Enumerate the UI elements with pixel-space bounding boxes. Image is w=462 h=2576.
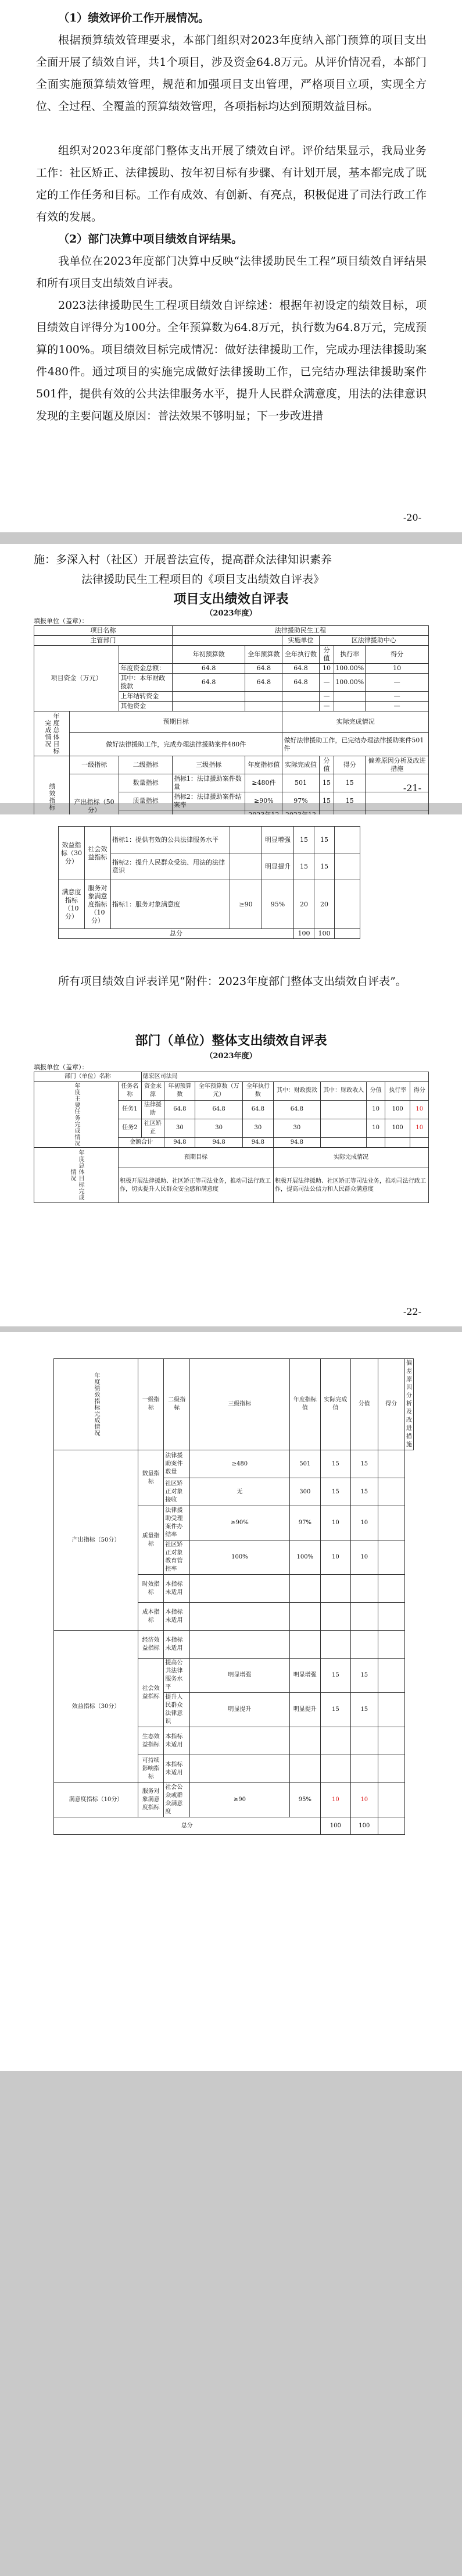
cell: 明显增强	[262, 827, 294, 853]
cell: 效益指标（30分）	[59, 827, 85, 880]
cell: 一级指标	[138, 1359, 164, 1450]
cell	[378, 1575, 404, 1603]
cell: 产出指标（50分）	[54, 1450, 138, 1631]
cell: 94.8	[164, 1137, 195, 1147]
cell: 满意度指标（10分）	[59, 880, 85, 929]
cell	[351, 1575, 378, 1603]
page-number: -21-	[403, 782, 421, 794]
document-page-2	[0, 544, 462, 814]
intro-line: 法律援助民生工程项目的《项目支出绩效自评表》	[81, 573, 325, 586]
cell	[320, 1100, 367, 1119]
cell	[378, 1783, 404, 1817]
cell: 501	[290, 1450, 321, 1478]
cell: 做好法律援助工作，已完结办理法律援助案件501件	[282, 733, 429, 756]
cell: 分值	[319, 646, 334, 664]
cell: 实际完成值	[320, 1359, 350, 1450]
cell	[378, 1817, 404, 1835]
cell: 30	[164, 1119, 195, 1137]
cell: 实际完成值	[282, 756, 319, 774]
cell: 64.8	[242, 1100, 273, 1119]
cell: 20	[294, 880, 314, 929]
cell: 100	[320, 1817, 350, 1835]
cell: 64.8	[282, 664, 319, 674]
cell: 社会效益指标	[85, 827, 111, 880]
cell: 数量指标	[138, 1450, 164, 1506]
cell	[335, 853, 360, 880]
cell: —	[319, 674, 334, 692]
paragraph-4: 2023法律援助民生工程项目绩效自评综述：根据年初设定的绩效目标，项目绩效自评得分为100分。全年预算数为64.8万元，执行数为64.8万元，完成预算的100%。项目绩效目标完成情况：做好法律援助工作，完成办理法律援助案件480件。通过项目的实施完成做好法律援助工作，已完结办理法律援助案件501件，提供有效的公共法律服务水平，提升人民群众满意度，用法的法律意识发现的主要问题及原因：普法效果不够明显；下一步改进措	[36, 299, 427, 422]
cell: 执行率	[334, 646, 366, 664]
paragraph-see-attachment: 所有项目绩效自评表详见“附件：2023年度部门整体支出绩效自评表”。	[58, 975, 407, 988]
table-year: （2023年度）	[205, 609, 257, 618]
cell	[282, 702, 319, 711]
cell: 生态效益指标	[138, 1727, 164, 1755]
benefit-table	[58, 826, 360, 939]
cell	[320, 1137, 367, 1147]
cell: 94.8	[273, 1137, 320, 1147]
cell: 15	[320, 1478, 350, 1506]
cell	[351, 1727, 378, 1755]
cell: 指标1：服务对象满意度	[111, 880, 230, 929]
cell: 15	[351, 1693, 378, 1727]
table-row	[54, 1450, 414, 1478]
cell: 15	[334, 774, 366, 792]
cell: 64.8	[245, 664, 282, 674]
cell: 95%	[290, 1783, 321, 1817]
cell: 得分	[410, 1082, 429, 1101]
cell: 其中：本年财政拨款	[119, 674, 173, 692]
cell: 指标1：提供有效的公共法律服务水平	[111, 827, 230, 853]
cell: 二级指标	[164, 1359, 189, 1450]
document-page-1	[0, 0, 462, 532]
cell	[335, 827, 360, 853]
cell: 其中：财政收入	[320, 1082, 367, 1101]
cell: 全年执行数	[242, 1082, 273, 1101]
cell	[172, 692, 245, 702]
cell: 项目资金（万元）	[34, 646, 119, 711]
cell: 64.8	[273, 1100, 320, 1119]
cell: ≥480	[189, 1450, 289, 1478]
cell	[378, 1603, 404, 1631]
cell: 服务对象满意度指标	[138, 1783, 164, 1817]
cell: 成本指标	[138, 1603, 164, 1631]
cell: 总分	[59, 929, 294, 939]
cell: 社会效益指标	[138, 1659, 164, 1727]
cell	[378, 1506, 404, 1540]
cell: 偏差原因分析及改进措施	[405, 1359, 414, 1450]
cell: —	[319, 692, 334, 702]
cell: 指标2：法律援助案件结案率	[172, 792, 245, 810]
cell	[230, 853, 262, 880]
cell	[245, 702, 282, 711]
cell: 预期目标	[119, 1148, 274, 1168]
table-title: 项目支出绩效自评表	[173, 592, 289, 607]
cell: 20	[314, 880, 335, 929]
cell: 年度指标值	[290, 1359, 321, 1450]
cell: 全年预算数（万元）	[195, 1082, 242, 1101]
cell	[320, 1727, 350, 1755]
cell: 64.8	[172, 674, 245, 692]
cell: 本指标未适用	[164, 1631, 189, 1659]
cell: 本指标未适用	[164, 1755, 189, 1783]
cell	[320, 1119, 367, 1137]
cell: 30	[195, 1119, 242, 1137]
cell: 15	[320, 1659, 350, 1693]
cell: 分值	[351, 1359, 378, 1450]
fill-unit: 填报单位（盖章）：	[34, 1063, 88, 1071]
cell	[378, 1693, 404, 1727]
cell: 其中：财政拨款	[273, 1082, 320, 1101]
cell: 100	[351, 1817, 378, 1835]
cell: 15	[294, 827, 314, 853]
cell: 得分	[378, 1359, 404, 1450]
cell: 一级指标	[70, 756, 119, 774]
cell: 10	[367, 1119, 385, 1137]
cell	[351, 1755, 378, 1783]
cell	[320, 1575, 350, 1603]
cell: 明显增强	[189, 1659, 289, 1693]
cell: 全年预算数	[245, 646, 282, 664]
fill-unit: 填报单位（盖章）：	[34, 617, 88, 625]
cell: 100	[385, 1100, 410, 1119]
cell: 可持续影响指标	[138, 1755, 164, 1783]
cell: 金额合计	[119, 1137, 164, 1147]
paragraph-3: 我单位在2023年度部门决算中反映“法律援助民生工程”项目绩效自评结果和所有项目支出绩效自评表。	[36, 255, 427, 290]
cell: 100.00%	[334, 664, 366, 674]
cell: 94.8	[195, 1137, 242, 1147]
table-row	[54, 1783, 414, 1817]
cell: 效益指标（30分）	[54, 1631, 138, 1783]
cell: 30	[273, 1119, 320, 1137]
cell: 年度总体目标完成情况	[34, 711, 70, 756]
cell: 10	[319, 664, 334, 674]
paragraph-1: 根据预算绩效管理要求，本部门组织对2023年度纳入部门预算的项目支出全面开展了绩效自评，共1个项目，涉及资金64.8万元。从评价情况看，本部门全面实施预算绩效管理，规范和加强项目支出管理，严格项目立项，实现全方位、全过程、全覆盖的预算绩效管理，各项指标均达到预期效益目标。	[36, 34, 427, 113]
cell: —	[366, 702, 429, 711]
cell	[367, 1137, 385, 1147]
cell: 30	[242, 1119, 273, 1137]
cell	[366, 792, 429, 810]
cell: 明显提升	[262, 853, 294, 880]
cell	[290, 1755, 321, 1783]
cell: —	[319, 702, 334, 711]
cell: ≥480件	[245, 774, 282, 792]
cell: ≥90	[230, 880, 262, 929]
cell	[334, 702, 366, 711]
cell: 15	[320, 1693, 350, 1727]
dept-table-title: 部门（单位）整体支出绩效自评表	[135, 1033, 327, 1048]
cell: 100	[294, 929, 314, 939]
dept-table-year: （2023年度）	[205, 1052, 257, 1061]
page-number: -20-	[403, 512, 421, 523]
cell: 做好法律援助工作，完成办理法律援助案件480件	[70, 733, 282, 756]
cell: 年度指标值	[245, 756, 282, 774]
cell: 10	[320, 1506, 350, 1540]
cell: 分值	[367, 1082, 385, 1101]
cell: 时效指标	[138, 1575, 164, 1603]
cell: 10	[410, 1100, 429, 1119]
cell: 上年结转资金	[119, 692, 173, 702]
cell	[335, 880, 360, 929]
cell: 64.8	[172, 664, 245, 674]
cell: 64.8	[245, 674, 282, 692]
cell: 97%	[282, 792, 319, 810]
cell: 15	[320, 1450, 350, 1478]
cell: 积极开展法律援助、社区矫正等司法业务，推动司法行政工作，提高司法公信力和人民群众满意度	[273, 1168, 428, 1203]
cell: 15	[314, 853, 335, 880]
section-heading-1: （1）绩效评价工作开展情况。	[58, 12, 210, 24]
cell: —	[366, 692, 429, 702]
cell	[119, 646, 173, 664]
cell: 64.8	[195, 1100, 242, 1119]
cell: 10	[351, 1506, 378, 1540]
cell: 64.8	[282, 674, 319, 692]
cell: 100%	[290, 1540, 321, 1575]
paragraph-2: 组织对2023年度部门整体支出开展了绩效自评。评价结果显示，我局业务工作：社区矫正、法律援助、按年初目标有步骤、有计划开展，基本都完成了既定的工作任务和目标。工作有成效、有创新、有亮点，积极促进了司法行政工作有效的发展。	[36, 144, 427, 223]
cell	[189, 1631, 289, 1659]
cell: 绩效指标	[34, 756, 70, 838]
cell: 实际完成情况	[282, 711, 429, 733]
cell: 法律援助案件数量	[164, 1450, 189, 1478]
cell	[378, 1478, 404, 1506]
continued-text: 施：多深入村（社区）开展普法宣传，提高群众法律知识素养	[34, 553, 332, 566]
cell: 总分	[54, 1817, 321, 1835]
cell	[351, 1603, 378, 1631]
cell: 本指标未适用	[164, 1603, 189, 1631]
cell: 本指标未适用	[164, 1575, 189, 1603]
cell	[290, 1727, 321, 1755]
cell	[320, 1631, 350, 1659]
page-number: -22-	[403, 1306, 421, 1317]
cell	[282, 692, 319, 702]
cell: 15	[319, 792, 334, 810]
project-table	[34, 625, 429, 838]
cell: 部门（单位）名称	[34, 1072, 142, 1082]
cell: 年度资金总额：	[119, 664, 173, 674]
cell: 100	[314, 929, 335, 939]
cell	[378, 1727, 404, 1755]
cell: 任务名称	[119, 1082, 142, 1101]
cell: 二级指标	[119, 756, 173, 774]
cell: 年度绩效指标完成情况	[54, 1359, 138, 1450]
cell	[378, 1631, 404, 1659]
cell: 德宏区司法局	[141, 1072, 428, 1082]
cell: 无	[189, 1478, 289, 1506]
cell: 100.00%	[334, 674, 366, 692]
cell: 任务1	[119, 1100, 142, 1119]
cell	[290, 1603, 321, 1631]
indicator-rows	[54, 1450, 414, 1817]
cell: 15	[314, 827, 335, 853]
cell: ≥90	[189, 1783, 289, 1817]
cell: 年度主要任务完成情况	[34, 1082, 119, 1148]
cell: 95%	[262, 880, 294, 929]
cell: 数量指标	[119, 774, 173, 792]
cell: 指标2：提升人民群众受法、用法的法律意识	[111, 853, 230, 880]
dept-table	[34, 1072, 429, 1203]
cell: 97%	[290, 1506, 321, 1540]
cell	[172, 636, 282, 646]
document-page-3	[0, 814, 462, 1326]
cell: —	[366, 674, 429, 692]
cell: 15	[351, 1659, 378, 1693]
cell: 10	[320, 1783, 350, 1817]
cell	[245, 692, 282, 702]
cell	[189, 1575, 289, 1603]
cell: 产出指标（50分）	[70, 774, 119, 838]
cell	[378, 1755, 404, 1783]
cell	[410, 1137, 429, 1147]
cell: 任务2	[119, 1119, 142, 1137]
indicator-table	[53, 1358, 414, 1835]
cell: 质量指标	[138, 1506, 164, 1575]
cell: 法律援助受理案件办结率	[164, 1506, 189, 1540]
cell: 501	[282, 774, 319, 792]
cell: 其他资金	[119, 702, 173, 711]
cell: 15	[294, 853, 314, 880]
cell: 社会公众或群众满意度	[164, 1783, 189, 1817]
cell: 服务对象满意度指标（10分）	[85, 880, 111, 929]
cell: 94.8	[242, 1137, 273, 1147]
cell: 明显增强	[290, 1659, 321, 1693]
cell	[385, 1137, 410, 1147]
cell: 指标1：法律援助案件数量	[172, 774, 245, 792]
cell	[320, 1603, 350, 1631]
cell: 经济效益指标	[138, 1631, 164, 1659]
cell	[189, 1755, 289, 1783]
cell: 300	[290, 1478, 321, 1506]
cell: 法律援助	[141, 1100, 164, 1119]
cell: 三级指标	[172, 756, 245, 774]
cell: 15	[351, 1478, 378, 1506]
cell: 偏差原因分析及改进措施	[366, 756, 429, 774]
cell: 社区矫正对象接收	[164, 1478, 189, 1506]
cell: 10	[351, 1783, 378, 1817]
cell	[172, 702, 245, 711]
cell: 资金来源	[141, 1082, 164, 1101]
cell	[351, 1631, 378, 1659]
cell	[230, 827, 262, 853]
cell: 分值	[319, 756, 334, 774]
cell: 64.8	[164, 1100, 195, 1119]
cell	[378, 1450, 404, 1478]
cell: 提高公共法律服务水平	[164, 1659, 189, 1693]
cell: 得分	[366, 646, 429, 664]
cell: 法律援助民生工程	[172, 626, 428, 636]
cell: 社区矫正对象教育管控率	[164, 1540, 189, 1575]
cell	[335, 929, 360, 939]
table-row	[54, 1631, 414, 1659]
cell: 10	[320, 1540, 350, 1575]
cell: 年初预算数	[164, 1082, 195, 1101]
cell: 实施单位	[282, 636, 319, 646]
cell: 年度总体目标完成情况	[34, 1148, 119, 1203]
cell: 实际完成情况	[273, 1148, 428, 1168]
cell: 年初预算数	[172, 646, 245, 664]
cell	[189, 1727, 289, 1755]
cell: 10	[367, 1100, 385, 1119]
cell: 社区矫正	[141, 1119, 164, 1137]
cell: 100%	[189, 1540, 289, 1575]
cell	[334, 692, 366, 702]
cell: 项目名称	[34, 626, 173, 636]
cell: 预期目标	[70, 711, 282, 733]
cell	[189, 1603, 289, 1631]
cell	[290, 1631, 321, 1659]
cell	[378, 1659, 404, 1693]
cell	[290, 1575, 321, 1603]
cell: 执行率	[385, 1082, 410, 1101]
cell: 本指标未适用	[164, 1727, 189, 1755]
cell: 15	[351, 1450, 378, 1478]
cell: 100	[385, 1119, 410, 1137]
cell	[320, 1755, 350, 1783]
cell: 三级指标	[189, 1359, 289, 1450]
cell: 得分	[334, 756, 366, 774]
cell: 10	[410, 1119, 429, 1137]
document-page-4	[0, 1332, 462, 2071]
cell: 明显提升	[189, 1693, 289, 1727]
cell: 全年执行数	[282, 646, 319, 664]
cell: 15	[334, 792, 366, 810]
cell: 满意度指标（10分）	[54, 1783, 138, 1817]
cell: 积极开展法律援助、社区矫正等司法业务，推动司法行政工作，切实提升人民群众安全感和满意度	[119, 1168, 274, 1203]
cell: 明显提升	[290, 1693, 321, 1727]
cell	[378, 1540, 404, 1575]
cell: 质量指标	[119, 792, 173, 810]
cell: 区法律援助中心	[319, 636, 428, 646]
cell: 10	[351, 1540, 378, 1575]
cell: 10	[366, 664, 429, 674]
cell: ≥90%	[189, 1506, 289, 1540]
cell: ≥90%	[245, 792, 282, 810]
cell: 提升人民群众法律意识	[164, 1693, 189, 1727]
cell: 15	[319, 774, 334, 792]
cell: 主管部门	[34, 636, 173, 646]
section-heading-2: （2）部门决算中项目绩效自评结果。	[58, 233, 243, 245]
